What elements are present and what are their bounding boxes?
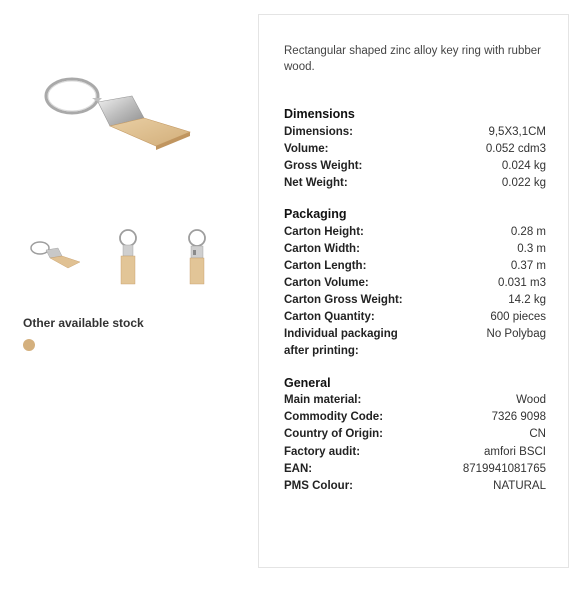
- spec-value: 7326 9098: [491, 411, 546, 423]
- spec-value: No Polybag: [486, 328, 546, 340]
- spec-label: Commodity Code:: [284, 411, 384, 423]
- spec-label: Carton Length:: [284, 260, 367, 272]
- spec-label: Country of Origin:: [284, 428, 384, 440]
- spec-label: Carton Volume:: [284, 277, 369, 289]
- spec-label: Carton Gross Weight:: [284, 294, 403, 306]
- section-title-dimensions: Dimensions: [284, 107, 355, 121]
- spec-label: Main material:: [284, 394, 362, 406]
- spec-value: NATURAL: [493, 480, 546, 492]
- spec-value: 600 pieces: [490, 311, 546, 323]
- product-description: Rectangular shaped zinc alloy key ring with rubber wood.: [284, 45, 541, 73]
- spec-label: Volume:: [284, 143, 329, 155]
- product-main-image: [40, 68, 200, 168]
- section-title-general: General: [284, 376, 331, 390]
- spec-value: 0.052 cdm3: [485, 143, 546, 155]
- other-stock-label: Other available stock: [23, 316, 144, 330]
- spec-label: Individual packaging: [284, 328, 398, 340]
- color-swatch[interactable]: [23, 339, 35, 351]
- spec-label: EAN:: [284, 463, 313, 475]
- spec-label: Gross Weight:: [284, 160, 363, 172]
- thumbnail-strip: [24, 226, 234, 290]
- spec-label: PMS Colour:: [284, 480, 353, 492]
- spec-label: Carton Height:: [284, 226, 364, 238]
- thumbnail-angled[interactable]: [28, 226, 84, 288]
- spec-value: CN: [529, 428, 546, 440]
- thumbnail-back[interactable]: [169, 226, 225, 288]
- spec-label: Carton Quantity:: [284, 311, 375, 323]
- spec-label: Carton Width:: [284, 243, 360, 255]
- spec-value: 0.37 m: [510, 260, 546, 272]
- spec-label: Dimensions:: [284, 126, 354, 138]
- spec-value: 8719941081765: [462, 463, 546, 475]
- spec-value: 0.022 kg: [501, 177, 546, 189]
- spec-value: 0.3 m: [517, 243, 546, 255]
- spec-value: 0.031 m3: [498, 277, 546, 289]
- section-title-packaging: Packaging: [284, 207, 347, 221]
- spec-value: amfori BSCI: [484, 446, 546, 458]
- spec-value: Wood: [516, 394, 546, 406]
- spec-label: Factory audit:: [284, 446, 361, 458]
- thumbnail-front[interactable]: [100, 226, 156, 288]
- spec-label-continued: after printing:: [284, 345, 359, 357]
- spec-value: 0.28 m: [510, 226, 546, 238]
- spec-value: 9,5X3,1CM: [488, 126, 546, 138]
- spec-value: 14.2 kg: [508, 294, 546, 306]
- spec-value: 0.024 kg: [501, 160, 546, 172]
- spec-label: Net Weight:: [284, 177, 348, 189]
- spec-row: [284, 326, 546, 360]
- specs-panel: [258, 14, 569, 568]
